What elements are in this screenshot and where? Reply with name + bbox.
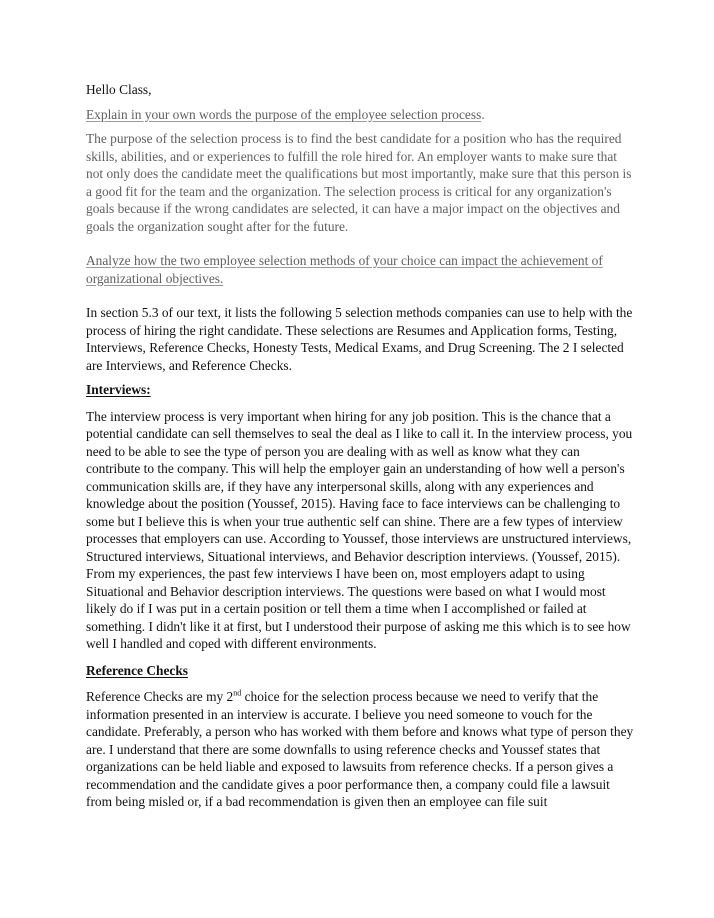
reference-checks-text-start: Reference Checks are my 2 bbox=[86, 689, 234, 704]
prompt-2-text: Analyze how the two employee selection methods of your choice can impact the achievement of organizational objectives. bbox=[86, 253, 603, 286]
answer-1: The purpose of the selection process is to find the best candidate for a position who has the required skills, abilities, and or experiences to fulfill the role hired for. An employer wants to make sure that not only does the candidate meet the qualifications but most importantly, make sure that this person is a good fit for the team and the organization. The selection process is critical for any organization's goals because if the wrong candidates are selected, it can have a major impact on the objectives and goals the organization sought after for the future. bbox=[86, 131, 632, 234]
interviews-paragraph: The interview process is very important when hiring for any job position. This is the chance that a potential candidate can sell themselves to seal the deal as I like to call it. In the interview process, you need to be able to see the type of person you are dealing with as well as know what they can contribute to the company. This will help the employer gain an understanding of how well a person's communication skills are, if they have any interpersonal skills, along with any experiences and knowledge about the position (Youssef, 2015). Having face to face interviews can be challenging to some but I believe this is when your true authentic self can shine. There are a few types of interview processes that employers can use. According to Youssef, those interviews are unstructured interviews, Structured interviews, Situational interviews, and Behavior description interviews. (Youssef, 2015). From my experiences, the past few interviews I have been on, most employers adapt to using Situational and Behavior description interviews. The questions were based on what I would most likely do if I was put in a certain position or tell them a time when I accomplished or failed at something. I didn't like it at first, but I understood their purpose of asking me this which is to see how well I handled and coped with different environments. bbox=[86, 408, 633, 651]
greeting: Hello Class, bbox=[86, 82, 152, 97]
ordinal-superscript: nd bbox=[233, 688, 242, 698]
reference-checks-text-rest: choice for the selection process because we need to verify that the information presented in an interview is accurate. I believe you need someone to vouch for the candidate. Preferably, a person who has worked with them before and knows what type of person they are. I understand that there are some downfalls to using reference checks and Youssef states that organizations can be held liable and exposed to lawsuits from reference checks. If a person gives a recommendation and the candidate gives a poor performance then, a company could file a lawsuit from being misled or, if a bad recommendation is given then an employee can file suit bbox=[86, 689, 634, 809]
reference-checks-paragraph bbox=[86, 688, 634, 811]
prompt-1-text: Explain in your own words the purpose of the employee selection process bbox=[86, 106, 482, 122]
prompt-1-period: . bbox=[481, 106, 485, 122]
prompt-1 bbox=[86, 106, 634, 124]
heading-reference-checks: Reference Checks bbox=[86, 662, 189, 678]
heading-interviews: Interviews: bbox=[86, 382, 151, 397]
prompt-2 bbox=[86, 252, 634, 287]
intro-paragraph: In section 5.3 of our text, it lists the following 5 selection methods companies can use to help with the process of hiring the right candidate. These selections are Resumes and Application forms, Testing, Interviews, Reference Checks, Honesty Tests, Medical Exams, and Drug Screening. The 2 I selected are Interviews, and Reference Checks. bbox=[86, 305, 633, 373]
